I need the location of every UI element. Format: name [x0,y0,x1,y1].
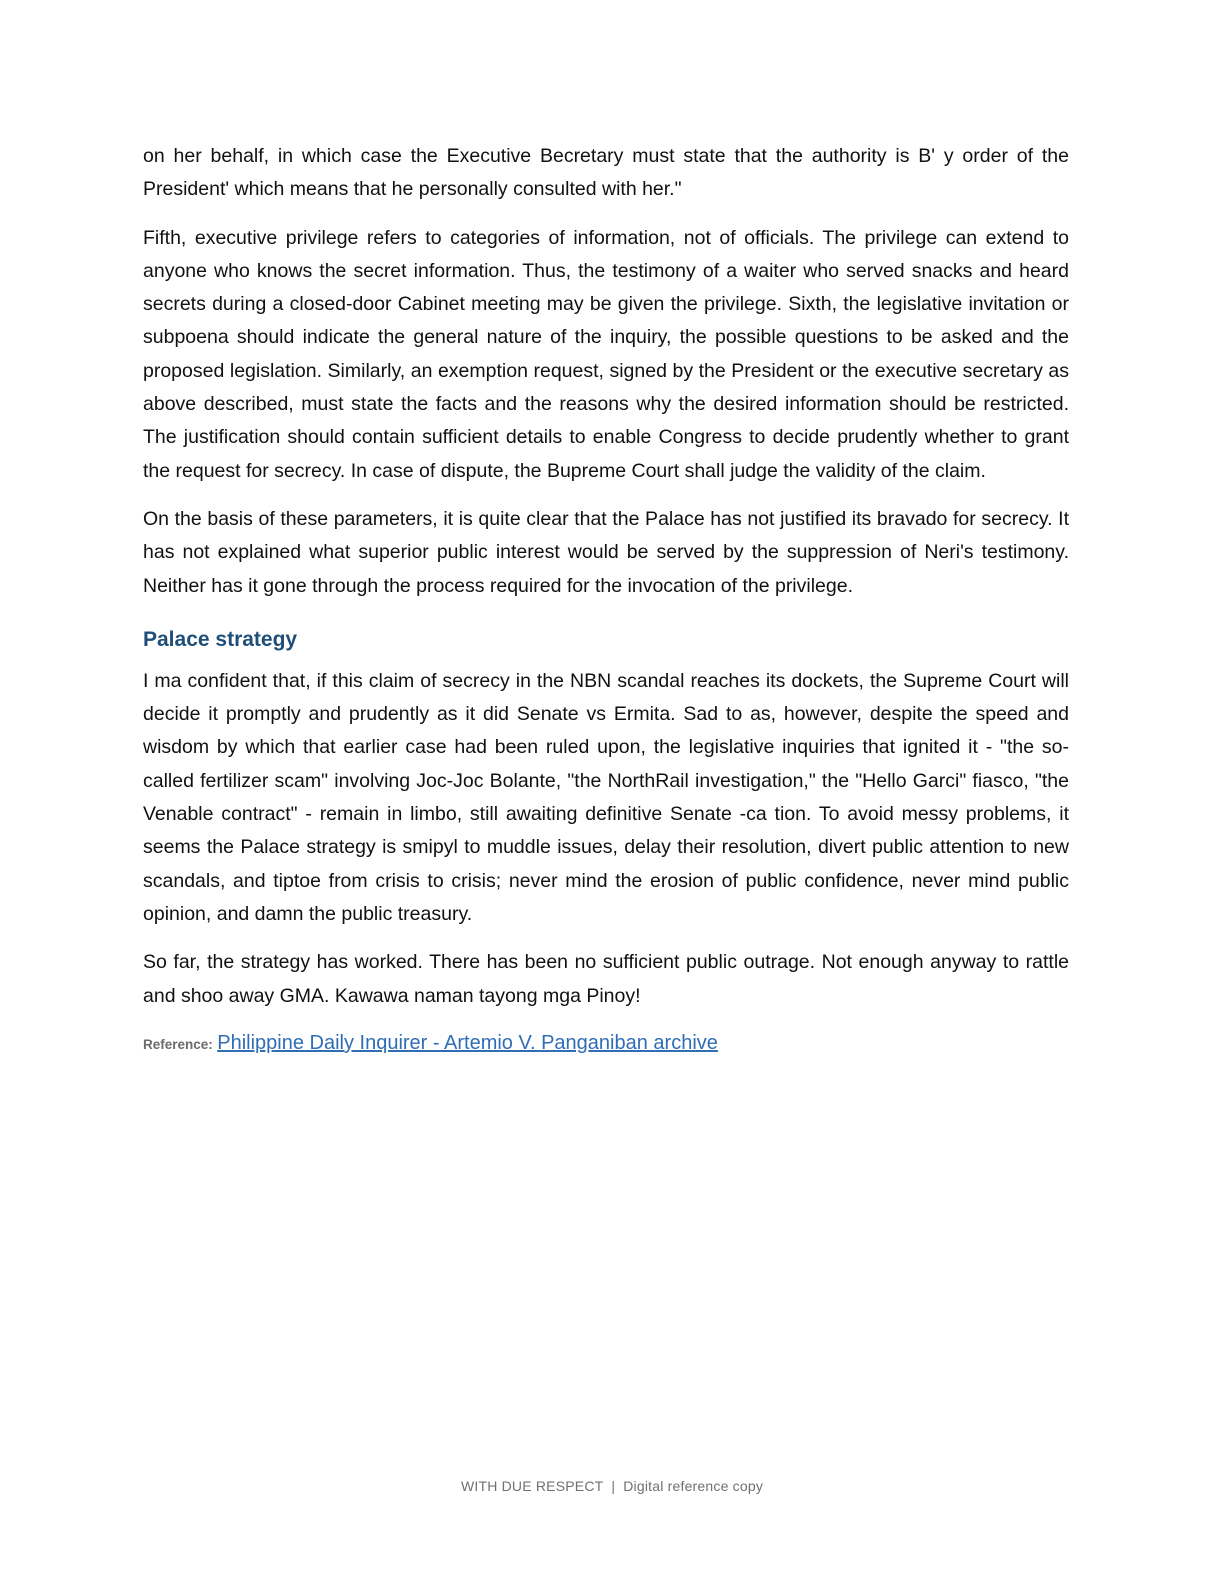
page-footer [0,1478,1224,1494]
body-paragraph: So far, the strategy has worked. There has been no sufficient public outrage. Not enough anyway to rattle and shoo away GMA. Kawawa naman tayong mga Pinoy! [143,951,1069,1007]
section-heading: Palace strategy [143,627,298,651]
reference-link[interactable]: Philippine Daily Inquirer - Artemio V. Panganiban archive [217,1031,718,1054]
reference-label: Reference: [143,1036,213,1052]
body-paragraph: I ma confident that, if this claim of secrecy in the NBN scandal reaches its dockets, the Supreme Court will decide it promptly and prudently as it did Senate vs Ermita. Sad to as, however, despite the speed and wisdom by which that earlier case had been ruled upon, the legislative inquiries that ignited it - "the so-called fertilizer scam" involving Joc-Joc Bolante, "the NorthRail investigation," the "Hello Garci" fiasco, "the Venable contract" - remain in limbo, still awaiting definitive Senate -ca tion. To avoid messy problems, it seems the Palace strategy is smipyl to muddle issues, delay their resolution, divert public attention to new scandals, and tiptoe from crisis to crisis; never mind the erosion of public confidence, never mind public opinion, and damn the public treasury. [143,669,1069,925]
body-paragraph: Fifth, executive privilege refers to categories of information, not of officials. The privilege can extend to anyone who knows the secret information. Thus, the testimony of a waiter who served snacks and heard secrets during a closed-door Cabinet meeting may be given the privilege. Sixth, the legislative invitation or subpoena should indicate the general nature of the inquiry, the possible questions to be asked and the proposed legislation. Similarly, an exemption request, signed by the President or the executive secretary as above described, must state the facts and the reasons why the desired information should be restricted. The justification should contain sufficient details to enable Congress to decide prudently whether to grant the request for secrecy. In case of dispute, the Bupreme Court shall judge the validity of the claim. [143,226,1069,482]
footer-separator: | [611,1478,616,1494]
footer-note: Digital reference copy [623,1478,764,1494]
footer-title: WITH DUE RESPECT [460,1478,604,1494]
document-body [143,140,1069,1060]
reference-line [143,1028,1069,1060]
body-paragraph: on her behalf, in which case the Executive Becretary must state that the authority is B' y order of the President' which means that he personally consulted with her." [143,145,1069,201]
body-paragraph: On the basis of these parameters, it is quite clear that the Palace has not justified its bravado for secrecy. It has not explained what superior public interest would be served by the suppression of Neri's testimony. Neither has it gone through the process required for the invocation of the privilege. [143,507,1069,597]
